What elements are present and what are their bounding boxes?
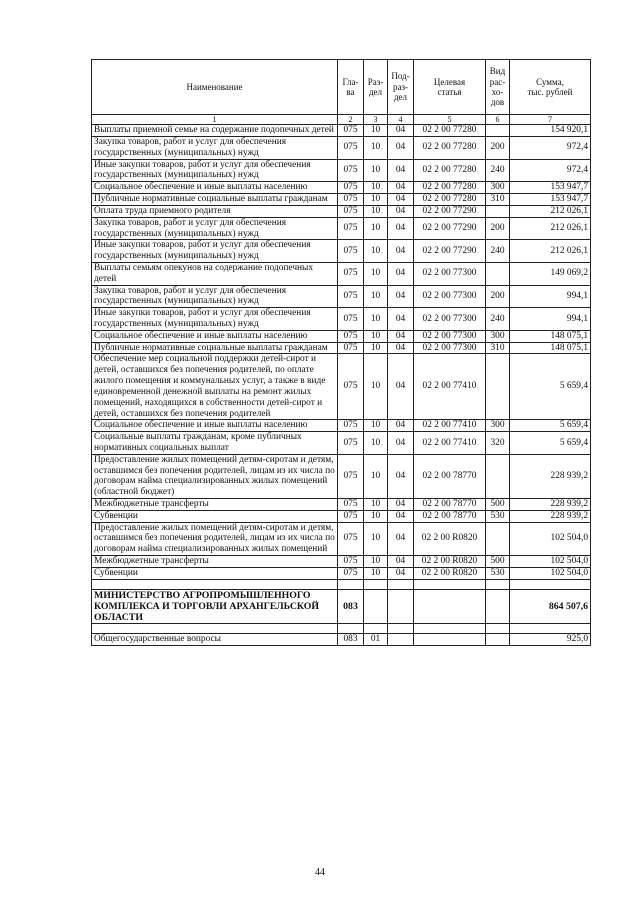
header-target: Целевая статья [414,60,486,115]
row-expense-type [486,454,510,498]
row-sum: 148 075,1 [510,330,591,342]
row-name: Предоставление жилых помещений детям-сиротам и детям, оставшимся без попечения родителей, лицам из их числа по договорам найма специализированных жилых помещений [92,522,338,555]
row-sum: 5 659,4 [510,432,591,455]
row-name: Социальное обеспечение и иные выплаты населению [92,330,338,342]
row-target: 02 2 00 77300 [414,342,486,354]
row-name: Межбюджетные трансферты [92,499,338,511]
table-row [92,285,591,308]
row-sum: 212 026,1 [510,205,591,217]
row-name: Социальное обеспечение и иные выплаты населению [92,182,338,194]
row-chapter: 075 [338,510,364,522]
table-row [92,432,591,455]
table-row [92,125,591,137]
table-row [92,182,591,194]
row-section: 10 [364,556,388,568]
row-subsection: 04 [388,182,414,194]
row-sum: 228 939,2 [510,510,591,522]
row-chapter: 075 [338,217,364,240]
row-sum: 153 947,7 [510,194,591,206]
row-target: 02 2 00 77300 [414,262,486,285]
row-expense-type: 240 [486,240,510,263]
row-section: 10 [364,499,388,511]
table-row [92,454,591,498]
row-section: 10 [364,240,388,263]
row-target: 02 2 00 77300 [414,330,486,342]
row-subsection: 04 [388,567,414,579]
spacer-row [92,579,591,589]
row-sum: 994,1 [510,285,591,308]
row-target [414,634,486,646]
row-section: 10 [364,159,388,182]
row-subsection: 04 [388,137,414,160]
row-subsection: 04 [388,432,414,455]
row-name: Общегосударственные вопросы [92,634,338,646]
row-expense-type [486,522,510,555]
row-name: Иные закупки товаров, работ и услуг для обеспечения государственных (муниципальных) нужд [92,308,338,331]
header-row [92,60,591,115]
row-section: 10 [364,567,388,579]
row-sum: 102 504,0 [510,567,591,579]
row-subsection: 04 [388,285,414,308]
row-section [364,589,388,624]
row-chapter: 075 [338,499,364,511]
budget-table [91,59,591,646]
table-row [92,420,591,432]
row-subsection: 04 [388,454,414,498]
row-chapter: 075 [338,556,364,568]
row-name: Закупка товаров, работ и услуг для обеспечения государственных (муниципальных) нужд [92,285,338,308]
page-number: 44 [315,867,325,878]
row-target: 02 2 00 77290 [414,205,486,217]
row-chapter: 075 [338,342,364,354]
column-number: 5 [414,115,486,125]
row-name: Публичные нормативные социальные выплаты гражданам [92,194,338,206]
header-section: Раз- дел [364,60,388,115]
row-chapter: 075 [338,159,364,182]
row-section: 10 [364,420,388,432]
row-chapter: 075 [338,125,364,137]
row-target: 02 2 00 78770 [414,499,486,511]
row-section: 10 [364,522,388,555]
table-row [92,354,591,420]
row-chapter: 075 [338,354,364,420]
row-subsection: 04 [388,240,414,263]
row-section: 10 [364,205,388,217]
row-name: Социальное обеспечение и иные выплаты населению [92,420,338,432]
row-sum: 228 939,2 [510,499,591,511]
spacer-row [92,624,591,634]
table-row [92,556,591,568]
header-expense-type: Вид рас- хо- дов [486,60,510,115]
row-chapter: 075 [338,454,364,498]
table-row [92,342,591,354]
table-row [92,330,591,342]
row-name: МИНИСТЕРСТВО АГРОПРОМЫШЛЕННОГО КОМПЛЕКСА И ТОРГОВЛИ АРХАНГЕЛЬСКОЙ ОБЛАСТИ [92,589,338,624]
row-chapter: 083 [338,589,364,624]
row-chapter: 075 [338,137,364,160]
row-expense-type: 240 [486,159,510,182]
row-expense-type [486,205,510,217]
row-expense-type [486,589,510,624]
row-sum: 212 026,1 [510,240,591,263]
row-subsection: 04 [388,354,414,420]
row-name: Публичные нормативные социальные выплаты гражданам [92,342,338,354]
row-chapter: 075 [338,420,364,432]
row-subsection: 04 [388,342,414,354]
row-chapter: 075 [338,567,364,579]
row-chapter: 075 [338,522,364,555]
row-sum: 972,4 [510,137,591,160]
row-target: 02 2 00 78770 [414,454,486,498]
table-row [92,522,591,555]
row-name: Иные закупки товаров, работ и услуг для обеспечения государственных (муниципальных) нужд [92,240,338,263]
row-sum: 994,1 [510,308,591,331]
row-expense-type: 200 [486,137,510,160]
row-sum: 154 920,1 [510,125,591,137]
row-chapter: 075 [338,308,364,331]
row-expense-type [486,262,510,285]
table-row [92,262,591,285]
row-subsection [388,589,414,624]
table-row [92,205,591,217]
row-expense-type: 300 [486,420,510,432]
header-name: Наименование [92,60,338,115]
row-chapter: 075 [338,205,364,217]
row-target: 02 2 00 78770 [414,510,486,522]
row-section: 10 [364,262,388,285]
column-number: 6 [486,115,510,125]
row-sum: 5 659,4 [510,354,591,420]
row-name: Оплата труда приемного родителя [92,205,338,217]
row-name: Закупка товаров, работ и услуг для обеспечения государственных (муниципальных) нужд [92,137,338,160]
row-expense-type [486,354,510,420]
row-subsection: 04 [388,194,414,206]
row-subsection: 04 [388,205,414,217]
row-chapter: 083 [338,634,364,646]
row-subsection: 04 [388,330,414,342]
row-target: 02 2 00 R0820 [414,556,486,568]
row-expense-type: 200 [486,285,510,308]
row-section: 10 [364,330,388,342]
row-chapter: 075 [338,330,364,342]
row-sum: 925,0 [510,634,591,646]
table-row [92,240,591,263]
row-target: 02 2 00 R0820 [414,567,486,579]
row-expense-type: 320 [486,432,510,455]
row-name: Социальные выплаты гражданам, кроме публичных нормативных социальных выплат [92,432,338,455]
header-subsection: Под- раз- дел [388,60,414,115]
row-target: 02 2 00 77290 [414,240,486,263]
row-section: 10 [364,308,388,331]
table-row [92,499,591,511]
row-sum: 228 939,2 [510,454,591,498]
row-target: 02 2 00 77300 [414,308,486,331]
row-expense-type: 300 [486,182,510,194]
row-sum: 972,4 [510,159,591,182]
row-target: 02 2 00 77300 [414,285,486,308]
row-expense-type: 240 [486,308,510,331]
row-expense-type: 500 [486,499,510,511]
row-target: 02 2 00 R0820 [414,522,486,555]
row-subsection: 04 [388,262,414,285]
row-chapter: 075 [338,432,364,455]
row-section: 10 [364,285,388,308]
column-number-row [92,115,591,125]
row-expense-type: 310 [486,342,510,354]
row-target: 02 2 00 77290 [414,217,486,240]
row-name: Субвенции [92,510,338,522]
row-section: 01 [364,634,388,646]
table-row [92,137,591,160]
row-sum: 102 504,0 [510,556,591,568]
row-subsection [388,634,414,646]
row-chapter: 075 [338,194,364,206]
header-chapter: Гла- ва [338,60,364,115]
row-sum: 153 947,7 [510,182,591,194]
table-row [92,510,591,522]
row-sum: 149 069,2 [510,262,591,285]
ministry-row [92,589,591,624]
row-section: 10 [364,432,388,455]
row-name: Закупка товаров, работ и услуг для обеспечения государственных (муниципальных) нужд [92,217,338,240]
row-expense-type: 500 [486,556,510,568]
row-name: Обеспечение мер социальной поддержки детей-сирот и детей, оставшихся без попечения родителей, по оплате жилого помещения и коммунальных услуг, а также в виде единовременной денежной выплаты на ремонт жилых помещений, находящихся в собственности детей-сирот и детей, оставшихся без попечения родителей [92,354,338,420]
row-expense-type: 530 [486,510,510,522]
column-number: 3 [364,115,388,125]
row-expense-type: 300 [486,330,510,342]
row-expense-type [486,634,510,646]
row-target: 02 2 00 77280 [414,159,486,182]
row-sum: 148 075,1 [510,342,591,354]
table-row [92,217,591,240]
row-target: 02 2 00 77280 [414,194,486,206]
row-target: 02 2 00 77280 [414,182,486,194]
row-target: 02 2 00 77410 [414,420,486,432]
row-name: Предоставление жилых помещений детям-сиротам и детям, оставшимся без попечения родителей, лицам из их числа по договорам найма специализированных жилых помещений (областной бюджет) [92,454,338,498]
row-chapter: 075 [338,262,364,285]
row-section: 10 [364,342,388,354]
row-section: 10 [364,182,388,194]
row-section: 10 [364,125,388,137]
header-sum: Сумма, тыс. рублей [510,60,591,115]
row-name: Межбюджетные трансферты [92,556,338,568]
row-expense-type [486,125,510,137]
table-row [92,567,591,579]
row-name: Выплаты приемной семье на содержание подопечных детей [92,125,338,137]
row-section: 10 [364,510,388,522]
row-section: 10 [364,194,388,206]
row-subsection: 04 [388,510,414,522]
row-subsection: 04 [388,308,414,331]
row-target: 02 2 00 77410 [414,432,486,455]
row-sum: 212 026,1 [510,217,591,240]
row-subsection: 04 [388,420,414,432]
row-section: 10 [364,137,388,160]
row-subsection: 04 [388,217,414,240]
row-target: 02 2 00 77280 [414,137,486,160]
row-target: 02 2 00 77410 [414,354,486,420]
row-sum: 864 507,6 [510,589,591,624]
row-sum: 5 659,4 [510,420,591,432]
row-subsection: 04 [388,499,414,511]
column-number: 2 [338,115,364,125]
row-subsection: 04 [388,159,414,182]
table-row [92,194,591,206]
row-section: 10 [364,217,388,240]
row-subsection: 04 [388,125,414,137]
row-name: Иные закупки товаров, работ и услуг для обеспечения государственных (муниципальных) нужд [92,159,338,182]
row-subsection: 04 [388,556,414,568]
column-number: 1 [92,115,338,125]
table-row [92,159,591,182]
row-expense-type: 530 [486,567,510,579]
row-chapter: 075 [338,182,364,194]
column-number: 4 [388,115,414,125]
row-subsection: 04 [388,522,414,555]
row-sum: 102 504,0 [510,522,591,555]
row-chapter: 075 [338,240,364,263]
table-row [92,308,591,331]
row-name: Субвенции [92,567,338,579]
row-target [414,589,486,624]
row-target: 02 2 00 77280 [414,125,486,137]
row-expense-type: 200 [486,217,510,240]
table-row [92,634,591,646]
row-chapter: 075 [338,285,364,308]
row-section: 10 [364,354,388,420]
column-number: 7 [510,115,591,125]
row-name: Выплаты семьям опекунов на содержание подопечных детей [92,262,338,285]
row-expense-type: 310 [486,194,510,206]
row-section: 10 [364,454,388,498]
